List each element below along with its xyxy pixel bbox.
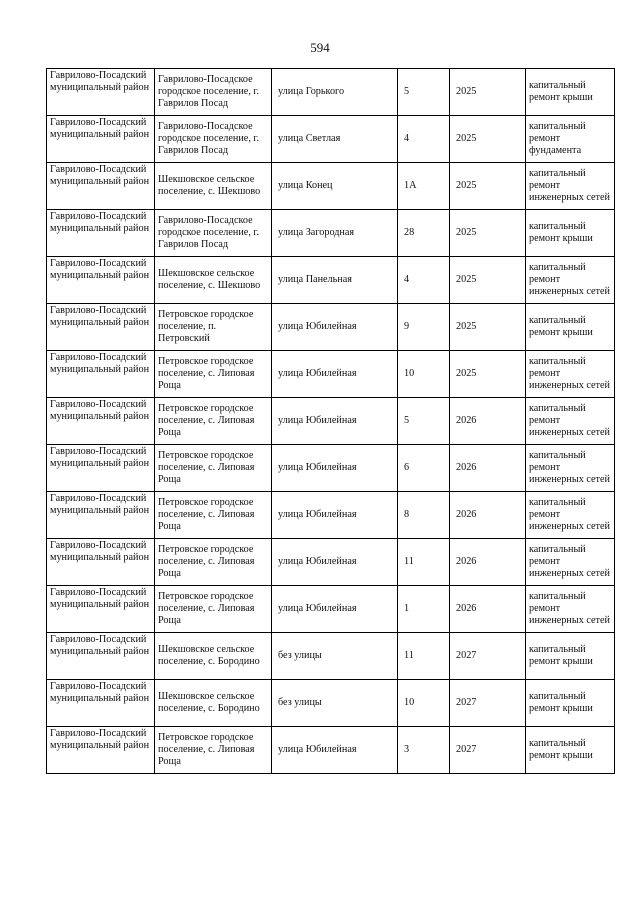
district-cell: Гаврилово-Посадский муниципальный район xyxy=(47,492,155,539)
work-type-cell: капитальный ремонт инженерных сетей xyxy=(526,492,615,539)
table-row xyxy=(47,351,615,398)
work-type-cell: капитальный ремонт фундамента xyxy=(526,116,615,163)
year-cell: 2026 xyxy=(450,398,526,445)
table-row xyxy=(47,304,615,351)
work-type-cell: капитальный ремонт инженерных сетей xyxy=(526,398,615,445)
district-cell: Гаврилово-Посадский муниципальный район xyxy=(47,257,155,304)
house-number-cell: 8 xyxy=(398,492,450,539)
district-cell: Гаврилово-Посадский муниципальный район xyxy=(47,680,155,727)
house-number-cell: 11 xyxy=(398,539,450,586)
street-cell: улица Светлая xyxy=(272,116,398,163)
page-number: 594 xyxy=(310,40,330,55)
table-row xyxy=(47,445,615,492)
year-cell: 2025 xyxy=(450,69,526,116)
year-cell: 2025 xyxy=(450,257,526,304)
year-cell: 2025 xyxy=(450,304,526,351)
repair-schedule-table xyxy=(46,68,615,774)
house-number-cell: 28 xyxy=(398,210,450,257)
house-number-cell: 3 xyxy=(398,727,450,774)
work-type-cell: капитальный ремонт инженерных сетей xyxy=(526,351,615,398)
work-type-cell: капитальный ремонт инженерных сетей xyxy=(526,445,615,492)
street-cell: улица Панельная xyxy=(272,257,398,304)
table-row xyxy=(47,586,615,633)
street-cell: без улицы xyxy=(272,633,398,680)
street-cell: улица Юбилейная xyxy=(272,586,398,633)
settlement-cell: Петровское городское поселение, п. Петровский xyxy=(155,304,272,351)
settlement-cell: Петровское городское поселение, с. Липовая Роща xyxy=(155,398,272,445)
settlement-cell: Петровское городское поселение, с. Липовая Роща xyxy=(155,492,272,539)
year-cell: 2025 xyxy=(450,351,526,398)
work-type-cell: капитальный ремонт инженерных сетей xyxy=(526,163,615,210)
street-cell: без улицы xyxy=(272,680,398,727)
district-cell: Гаврилово-Посадский муниципальный район xyxy=(47,351,155,398)
year-cell: 2026 xyxy=(450,586,526,633)
year-cell: 2026 xyxy=(450,539,526,586)
settlement-cell: Гаврилово-Посадское городское поселение, г. Гаврилов Посад xyxy=(155,69,272,116)
street-cell: улица Юбилейная xyxy=(272,304,398,351)
work-type-cell: капитальный ремонт крыши xyxy=(526,304,615,351)
district-cell: Гаврилово-Посадский муниципальный район xyxy=(47,633,155,680)
year-cell: 2025 xyxy=(450,116,526,163)
district-cell: Гаврилово-Посадский муниципальный район xyxy=(47,586,155,633)
table-row xyxy=(47,398,615,445)
year-cell: 2026 xyxy=(450,445,526,492)
table-row xyxy=(47,727,615,774)
house-number-cell: 9 xyxy=(398,304,450,351)
year-cell: 2027 xyxy=(450,633,526,680)
work-type-cell: капитальный ремонт крыши xyxy=(526,210,615,257)
district-cell: Гаврилово-Посадский муниципальный район xyxy=(47,210,155,257)
work-type-cell: капитальный ремонт инженерных сетей xyxy=(526,257,615,304)
house-number-cell: 4 xyxy=(398,257,450,304)
work-type-cell: капитальный ремонт инженерных сетей xyxy=(526,539,615,586)
house-number-cell: 4 xyxy=(398,116,450,163)
settlement-cell: Петровское городское поселение, с. Липовая Роща xyxy=(155,351,272,398)
work-type-cell: капитальный ремонт инженерных сетей xyxy=(526,586,615,633)
table-row xyxy=(47,163,615,210)
house-number-cell: 10 xyxy=(398,680,450,727)
street-cell: улица Конец xyxy=(272,163,398,210)
work-type-cell: капитальный ремонт крыши xyxy=(526,727,615,774)
street-cell: улица Юбилейная xyxy=(272,539,398,586)
settlement-cell: Шекшовское сельское поселение, с. Бородино xyxy=(155,633,272,680)
street-cell: улица Юбилейная xyxy=(272,445,398,492)
district-cell: Гаврилово-Посадский муниципальный район xyxy=(47,304,155,351)
district-cell: Гаврилово-Посадский муниципальный район xyxy=(47,398,155,445)
table-row xyxy=(47,492,615,539)
street-cell: улица Юбилейная xyxy=(272,492,398,539)
settlement-cell: Гаврилово-Посадское городское поселение, г. Гаврилов Посад xyxy=(155,210,272,257)
street-cell: улица Загородная xyxy=(272,210,398,257)
table-row xyxy=(47,680,615,727)
table-row xyxy=(47,633,615,680)
house-number-cell: 10 xyxy=(398,351,450,398)
work-type-cell: капитальный ремонт крыши xyxy=(526,69,615,116)
table-body xyxy=(47,69,615,774)
work-type-cell: капитальный ремонт крыши xyxy=(526,633,615,680)
table-row xyxy=(47,69,615,116)
settlement-cell: Шекшовское сельское поселение, с. Шекшово xyxy=(155,163,272,210)
street-cell: улица Горького xyxy=(272,69,398,116)
house-number-cell: 6 xyxy=(398,445,450,492)
district-cell: Гаврилово-Посадский муниципальный район xyxy=(47,69,155,116)
street-cell: улица Юбилейная xyxy=(272,398,398,445)
table-row xyxy=(47,539,615,586)
table-row xyxy=(47,210,615,257)
settlement-cell: Петровское городское поселение, с. Липовая Роща xyxy=(155,727,272,774)
work-type-cell: капитальный ремонт крыши xyxy=(526,680,615,727)
year-cell: 2025 xyxy=(450,210,526,257)
house-number-cell: 1А xyxy=(398,163,450,210)
settlement-cell: Петровское городское поселение, с. Липовая Роща xyxy=(155,586,272,633)
year-cell: 2027 xyxy=(450,680,526,727)
district-cell: Гаврилово-Посадский муниципальный район xyxy=(47,116,155,163)
house-number-cell: 11 xyxy=(398,633,450,680)
year-cell: 2027 xyxy=(450,727,526,774)
settlement-cell: Шекшовское сельское поселение, с. Бородино xyxy=(155,680,272,727)
house-number-cell: 5 xyxy=(398,69,450,116)
settlement-cell: Шекшовское сельское поселение, с. Шекшово xyxy=(155,257,272,304)
settlement-cell: Петровское городское поселение, с. Липовая Роща xyxy=(155,445,272,492)
district-cell: Гаврилово-Посадский муниципальный район xyxy=(47,727,155,774)
year-cell: 2026 xyxy=(450,492,526,539)
settlement-cell: Петровское городское поселение, с. Липовая Роща xyxy=(155,539,272,586)
table-row xyxy=(47,257,615,304)
district-cell: Гаврилово-Посадский муниципальный район xyxy=(47,445,155,492)
table-row xyxy=(47,116,615,163)
year-cell: 2025 xyxy=(450,163,526,210)
house-number-cell: 5 xyxy=(398,398,450,445)
settlement-cell: Гаврилово-Посадское городское поселение, г. Гаврилов Посад xyxy=(155,116,272,163)
district-cell: Гаврилово-Посадский муниципальный район xyxy=(47,163,155,210)
street-cell: улица Юбилейная xyxy=(272,727,398,774)
house-number-cell: 1 xyxy=(398,586,450,633)
district-cell: Гаврилово-Посадский муниципальный район xyxy=(47,539,155,586)
street-cell: улица Юбилейная xyxy=(272,351,398,398)
